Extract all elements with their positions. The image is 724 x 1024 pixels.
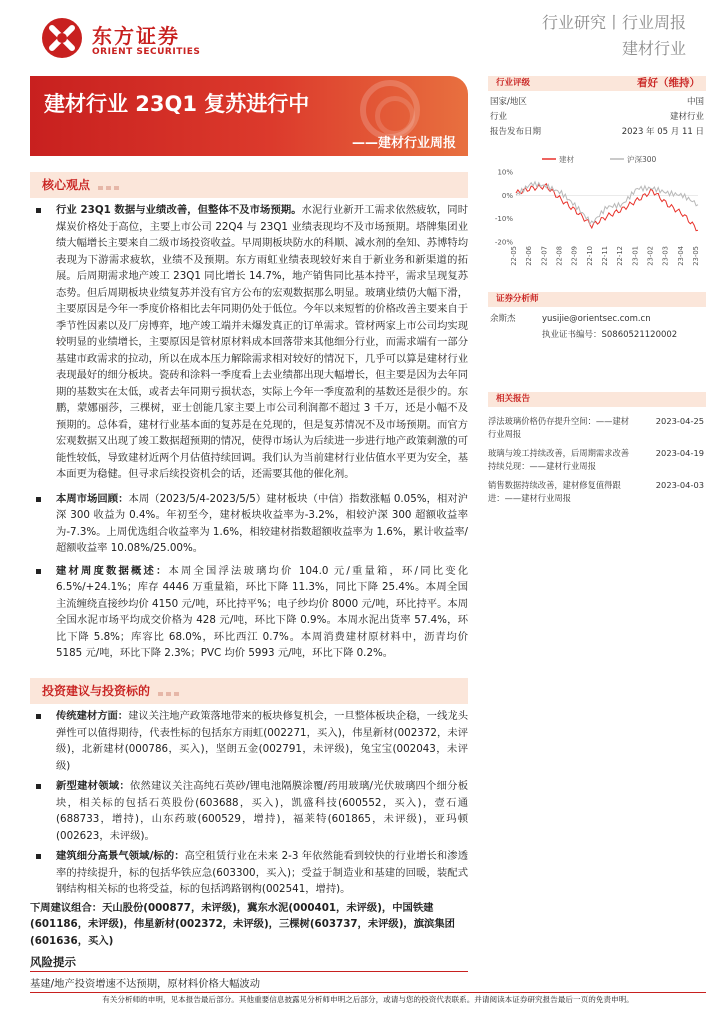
x-tick-label: 22-07 <box>540 246 549 266</box>
analyst-block <box>488 292 706 343</box>
point-lead: 本周市场回顾： <box>56 492 129 505</box>
core-point <box>30 491 468 557</box>
logo-cn: 东方证券 <box>92 24 180 48</box>
chart-legend <box>542 154 657 164</box>
performance-chart <box>490 150 704 282</box>
x-tick-label: 22-08 <box>555 246 564 266</box>
analyst-row <box>490 311 704 327</box>
advice-point <box>30 778 468 844</box>
point-text: 本周全国浮法玻璃均价 104.0 元/重量箱，环/同比变化 6.5%/+24.1%；库存 4446 万重量箱，环比下降 11.3%，同比下降 25.4%。本周全国主流缠绕直接纱均价 4150 元/吨，环比持平%；电子纱均价 8000 元/吨，环比持平。本周全国水泥市场平均成交价格为 428 元/吨，环比下降 0.9%。本周水泥出货率 57.4%，环比下降 5.8%；库容比 68.0%，环比西江 0.7%。本周消费建材原材料中，沥青均价 5185 元/吨，环比下降 2.3%；PVC 均价 5993 元/吨，环比下降 0.2%。 <box>56 564 468 659</box>
legend-label-1: 沪深300 <box>627 155 657 164</box>
report-industry: 建材行业 <box>621 39 686 58</box>
x-tick-label: 22-10 <box>585 246 594 266</box>
risk-text: 基建/地产投资增速不达预期，原材料价格大幅波动 <box>30 978 260 990</box>
info-value: 中国 <box>686 97 704 107</box>
company-logo <box>40 16 200 60</box>
related-report-item[interactable] <box>488 409 704 441</box>
legend-label-0: 建材 <box>559 155 574 164</box>
x-tick-label: 22-11 <box>601 246 609 266</box>
related-date: 2023-04-03 <box>655 480 704 490</box>
related-report-item[interactable] <box>488 441 704 473</box>
x-tick-label: 22-12 <box>616 246 625 266</box>
x-tick-label: 23-04 <box>676 246 685 266</box>
analyst-cert-row <box>490 327 704 343</box>
analyst-email[interactable]: yusijie@orientsec.com.cn <box>542 314 651 324</box>
logo-en: ORIENT SECURITIES <box>92 47 201 57</box>
info-key: 行业 <box>490 112 508 122</box>
banner-decoration <box>375 96 415 136</box>
point-lead: 建筑细分高景气领域/标的： <box>56 850 185 862</box>
core-point <box>30 202 468 483</box>
weekly-combo <box>30 900 468 950</box>
point-lead: 新型建材领域： <box>56 780 130 792</box>
risk-divider <box>30 971 468 972</box>
point-lead: 传统建材方面： <box>56 710 129 722</box>
report-category <box>542 10 686 62</box>
info-row <box>490 125 704 140</box>
point-text: 高空租赁行业在未来 2-3 年依然能看到较快的行业增长和渗透率的持续提升，标的包括华铁应急(603300，买入)；受益于制造业和基建的回暖，装配式钢结构相关标的也将受益，标的包括鸿路钢构(002541，增持)。 <box>56 850 468 895</box>
x-tick-label: 23-03 <box>661 246 670 266</box>
related-title[interactable]: 浮法玻璃价格仍存提升空间：——建材行业周报 <box>488 416 630 439</box>
section-title: 核心观点 <box>42 178 91 192</box>
point-text: 依然建议关注高纯石英砂/锂电池隔膜涂覆/药用玻璃/光伏玻璃四个细分板块，相关标的包括石英股份(603688，买入)，凯盛科技(600552，买入)，壹石通(688733，增持)，山东药玻(600529，增持)，福莱特(601865，未评级)，亚玛顿(002623，未评级)。 <box>56 780 469 842</box>
info-row <box>490 110 704 125</box>
x-tick-label: 23-05 <box>692 246 700 266</box>
point-text: 建议关注地产政策落地带来的板块修复机会，一旦整体板块企稳，一线龙头弹性可以值得期待，代表性标的包括东方雨虹(002271，买入)，伟星新材(002372，未评级)，北新建材(000786，买入)，坚朗五金(002791，未评级)，兔宝宝(002043，未评级) <box>56 710 469 772</box>
related-reports <box>488 392 706 505</box>
series-line-0 <box>516 184 698 231</box>
report-title: 建材行业 23Q1 复苏进行中 <box>44 92 310 116</box>
x-tick-label: 22-06 <box>525 246 534 266</box>
rating-header <box>488 76 706 91</box>
info-key: 报告发布日期 <box>490 127 542 137</box>
info-value: 建材行业 <box>669 112 704 122</box>
rating-block <box>488 76 706 140</box>
logo-mark-icon <box>40 16 84 60</box>
combo-lead: 下周建议组合： <box>30 901 103 914</box>
rating-label: 行业评级 <box>496 78 531 88</box>
title-banner <box>30 76 468 156</box>
x-tick-label: 22-05 <box>510 246 518 266</box>
analyst-name: 余斯杰 <box>490 314 516 324</box>
advice-points <box>30 708 468 993</box>
y-tick-label: 10% <box>497 168 513 177</box>
x-tick-label: 22-09 <box>570 246 579 266</box>
analyst-header: 证券分析师 <box>488 292 706 307</box>
combo-text: 天山股份(000877，未评级)，冀东水泥(000401，未评级)，中国铁建(601186，未评级)，伟星新材(002372，未评级)，三棵树(603737，未评级)，旗滨集团(601636，买入) <box>30 901 455 947</box>
advice-point <box>30 848 468 898</box>
core-point <box>30 563 468 662</box>
related-date: 2023-04-19 <box>655 448 704 458</box>
section-core-header <box>30 172 468 198</box>
related-report-item[interactable] <box>488 473 704 505</box>
point-text: 本周（2023/5/4-2023/5/5）建材板块（中信）指数涨幅 0.05%，相对沪深 300 收益为 0.4%。年初至今，建材板块收益率为-3.2%，相较沪深 300 超额收益率为-7.3%。上周优选组合收益率为 1.6%，相较建材指数超额收益率为 1.6%，累计收益率/超额收益率 10.08%/25.00%。 <box>56 492 468 554</box>
info-value: 2023 年 05 月 11 日 <box>621 127 704 137</box>
y-tick-label: 0% <box>501 191 513 200</box>
risk-title: 风险提示 <box>30 955 76 969</box>
point-lead: 行业 23Q1 数据与业绩改善，但整体不及市场预期。 <box>56 204 302 216</box>
y-tick-label: -20% <box>494 238 513 247</box>
related-title[interactable]: 玻璃与竣工持续改善，后周期需求改善持续兑现：——建材行业周报 <box>488 448 630 471</box>
related-date: 2023-04-25 <box>655 416 704 426</box>
footer-disclaimer: 有关分析师的申明，见本报告最后部分。其他重要信息披露见分析师申明之后部分，或请与您的投资代表联系。并请阅读本证券研究报告最后一页的免责申明。 <box>102 995 634 1004</box>
report-type: 行业研究丨行业周报 <box>541 13 686 32</box>
report-subtitle: ——建材行业周报 <box>351 136 456 151</box>
footer-divider <box>30 992 706 993</box>
section-title: 投资建议与投资标的 <box>42 684 151 698</box>
point-text: 水泥行业新开工需求依然疲软，同时煤炭价格处于高位，主要上市公司 22Q4 与 23Q1 业绩表现均不及市场预期。塔牌集团业绩大幅增长主要来自二级市场投资收益。早周期板块防水的科顺、减水剂的垒知、苏博特均表现为下游需求疲软，业绩不及预期。东方雨虹业绩表现较好来自于新业务和新渠道的拓展。后周期需求地产竣工 23Q1 同比增长 14.7%，地产销售同比基本持平，需求呈现复苏态势。但后周期板块业绩复苏并没有官方公布的宏观数据那么明显。玻璃业绩仍大幅下滑，主要原因是今年一季度价格相比去年同期仍处于低位。今年以来短暂的价格改善主要来自于季节性因素以及厂房博弈，地产竣工端并未爆发真正的订单需求。管材两家上市公司均实现较明显的业绩增长，主要原因是管材原材料成本回落带来其他细分行业，而需求端有一部分基建市政需求的拉动，所以在成本压力解除需求相对较好的情况下，几乎可以算是建材行业表现最好的细分板块。瓷砖和涂料一季度看上去业绩都出现大幅增长，但主要是因为去年同期的基数实在太低，或者去年同期亏损状态，实际上今年一季度盈利的基数还是很少的。东鹏，蒙娜丽莎，三棵树，亚士创能几家主要上市公司利润都不超过 3 千万，还是小幅不及预期的。总体看，建材行业基本面的复苏是在兑现的，但是复苏情况不及市场预期。而官方宏观数据又出现了竣工数据超预期的情况，使得市场认为后续进一步进行地产政策刺激的可能性较低，导致建材近两个月估值持续回调。我们认为当前建材行业估值水平更为安全，基本面更为稳健。但寻求后续投资机会的话，还需要其他的催化剂。 <box>56 204 468 480</box>
related-header: 相关报告 <box>488 392 706 407</box>
analyst-cert: 执业证书编号：S0860521120002 <box>542 330 678 340</box>
info-row <box>490 95 704 110</box>
point-lead: 建材周度数据概述： <box>56 564 169 577</box>
x-tick-label: 23-02 <box>646 246 655 266</box>
rating-value: 看好（维持） <box>637 77 700 89</box>
core-points <box>30 202 468 664</box>
related-title[interactable]: 销售数据持续改善，建材修复值得跟进：——建材行业周报 <box>488 480 621 503</box>
x-tick-label: 23-01 <box>631 246 640 266</box>
advice-point <box>30 708 468 774</box>
info-key: 国家/地区 <box>490 97 527 107</box>
section-advice-header <box>30 678 468 704</box>
y-tick-label: -10% <box>494 215 513 224</box>
